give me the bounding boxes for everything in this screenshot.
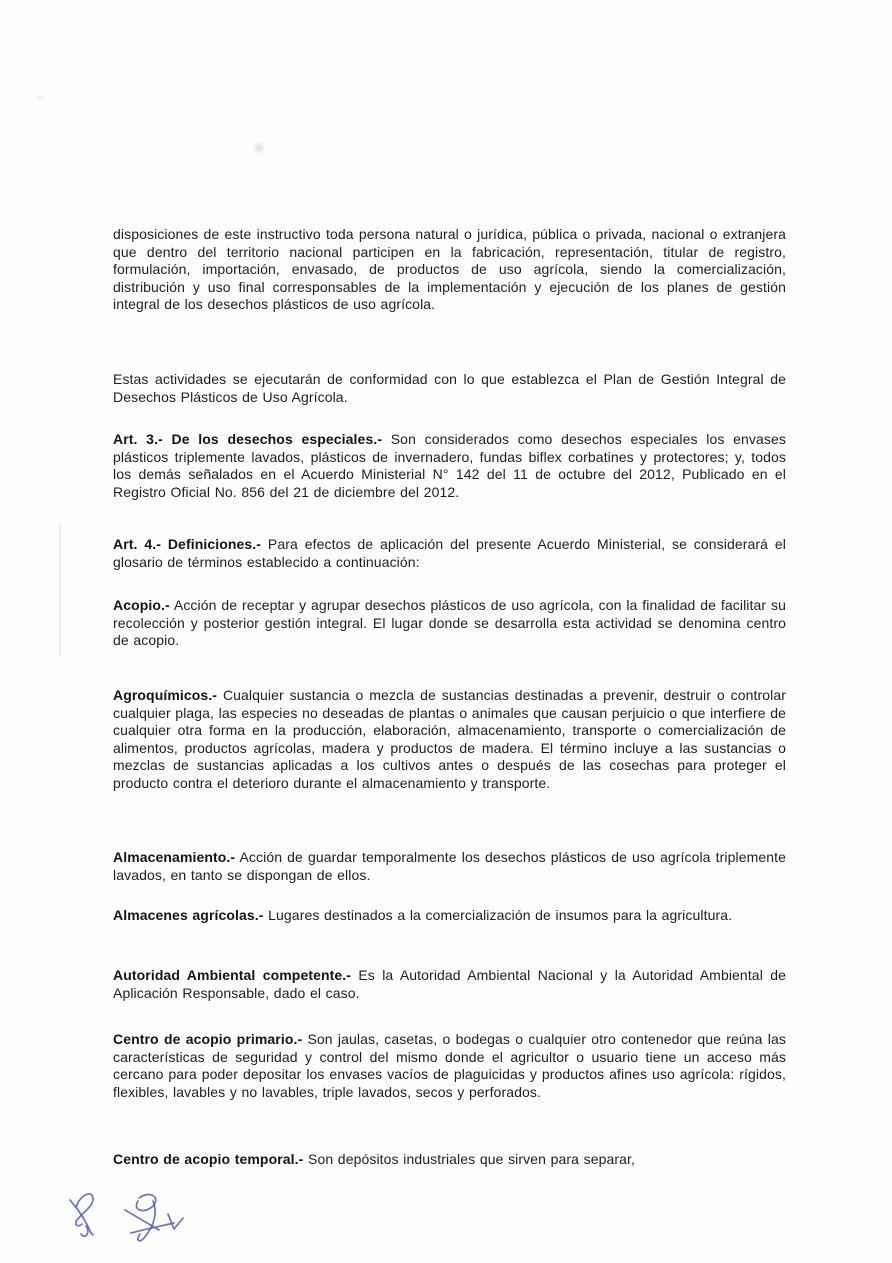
para-art3-desechos-especiales [113, 431, 786, 501]
def-centro-acopio-primario [113, 1031, 786, 1101]
para-text: Son considerados como desechos especiales los envases plásticos triplemente lavados, plásticos de invernadero, fundas biflex corbatines y protectores; y, todos los demás señalados en el Acuerdo Ministerial N° 142 del 11 de octubre del 2012, Publicado en el Registro Oficial No. 856 del 21 de diciembre del 2012. [113, 431, 786, 500]
def-autoridad-ambiental-competente [113, 967, 786, 1002]
para-text: Para efectos de aplicación del presente Acuerdo Ministerial, se considerará el glosario de términos establecido a continuación: [113, 536, 786, 570]
definition-term: Centro de acopio primario.- [113, 1031, 303, 1047]
scan-artifact-dot [37, 95, 44, 101]
para-text: Es la Autoridad Ambiental Nacional y la Autoridad Ambiental de Aplicación Responsable, dado el caso. [113, 967, 786, 1001]
para-text: Cualquier sustancia o mezcla de sustancias destinadas a prevenir, destruir o controlar cualquier plaga, las especies no deseadas de plantas o animales que causan perjuicio o que interfiere de cualquier otra forma en la producción, elaboración, almacenamiento, transporte o comercialización de alimentos, productos agrícolas, madera y productos de madera. El término incluye a las sustancias o mezclas de sustancias aplicadas a los cultivos antes o después de las cosechas para proteger el producto contra el deterioro durante el almacenamiento y transporte. [113, 687, 786, 791]
para-text: Son depósitos industriales que sirven para separar, [303, 1151, 636, 1167]
definition-term: Almacenes agrícolas.- [113, 907, 264, 923]
scan-artifact-dot [255, 144, 263, 152]
def-centro-acopio-temporal [113, 1151, 786, 1169]
para-text: Estas actividades se ejecutarán de conformidad con lo que establezca el Plan de Gestión Integral de Desechos Plásticos de Uso Agrícola. [113, 371, 786, 405]
definition-term: Almacenamiento.- [113, 849, 236, 865]
def-almacenamiento [113, 849, 786, 884]
scan-artifact-line [59, 524, 61, 656]
para-text: Acción de guardar temporalmente los desechos plásticos de uso agrícola triplemente lavados, en tanto se dispongan de ellos. [113, 849, 786, 883]
article-lead: Art. 4.- Definiciones.- [113, 536, 262, 552]
para-text: Son jaulas, casetas, o bodegas o cualquier otro contenedor que reúna las características de seguridad y control del mismo donde el agricultor o usuario tiene un acceso más cercano para poder depositar los envases vacíos de plaguicidas y productos afines uso agrícola: rígidos, flexibles, lavables y no lavables, triple lavados, secos y perforados. [113, 1031, 786, 1100]
def-agroquimicos [113, 687, 786, 793]
para-text: Lugares destinados a la comercialización de insumos para la agricultura. [263, 907, 733, 923]
para-text: disposiciones de este instructivo toda persona natural o jurídica, pública o privada, nacional o extranjera que dentro del territorio nacional participen en la fabricación, representación, titular de registro, formulación, importación, envasado, de productos de uso agrícola, siendo la comercialización, distribución y uso final corresponsables de la implementación y ejecución de los planes de gestión integral de los desechos plásticos de uso agrícola. [113, 226, 786, 313]
para-text: Acción de receptar y agrupar desechos plásticos de uso agrícola, con la finalidad de facilitar su recolección y posterior gestión integral. El lugar donde se desarrolla esta actividad se denomina centro de acopio. [113, 597, 786, 649]
para-scope-continuation [113, 226, 786, 314]
definition-term: Agroquímicos.- [113, 687, 218, 703]
definition-term: Autoridad Ambiental competente.- [113, 967, 352, 983]
def-almacenes-agricolas [113, 907, 786, 925]
para-art4-definiciones [113, 536, 786, 571]
para-plan-gestion [113, 371, 786, 406]
definition-term: Acopio.- [113, 597, 170, 613]
def-acopio [113, 597, 786, 650]
article-lead: Art. 3.- De los desechos especiales.- [113, 431, 383, 447]
definition-term: Centro de acopio temporal.- [113, 1151, 304, 1167]
handwritten-signature [62, 1183, 202, 1258]
